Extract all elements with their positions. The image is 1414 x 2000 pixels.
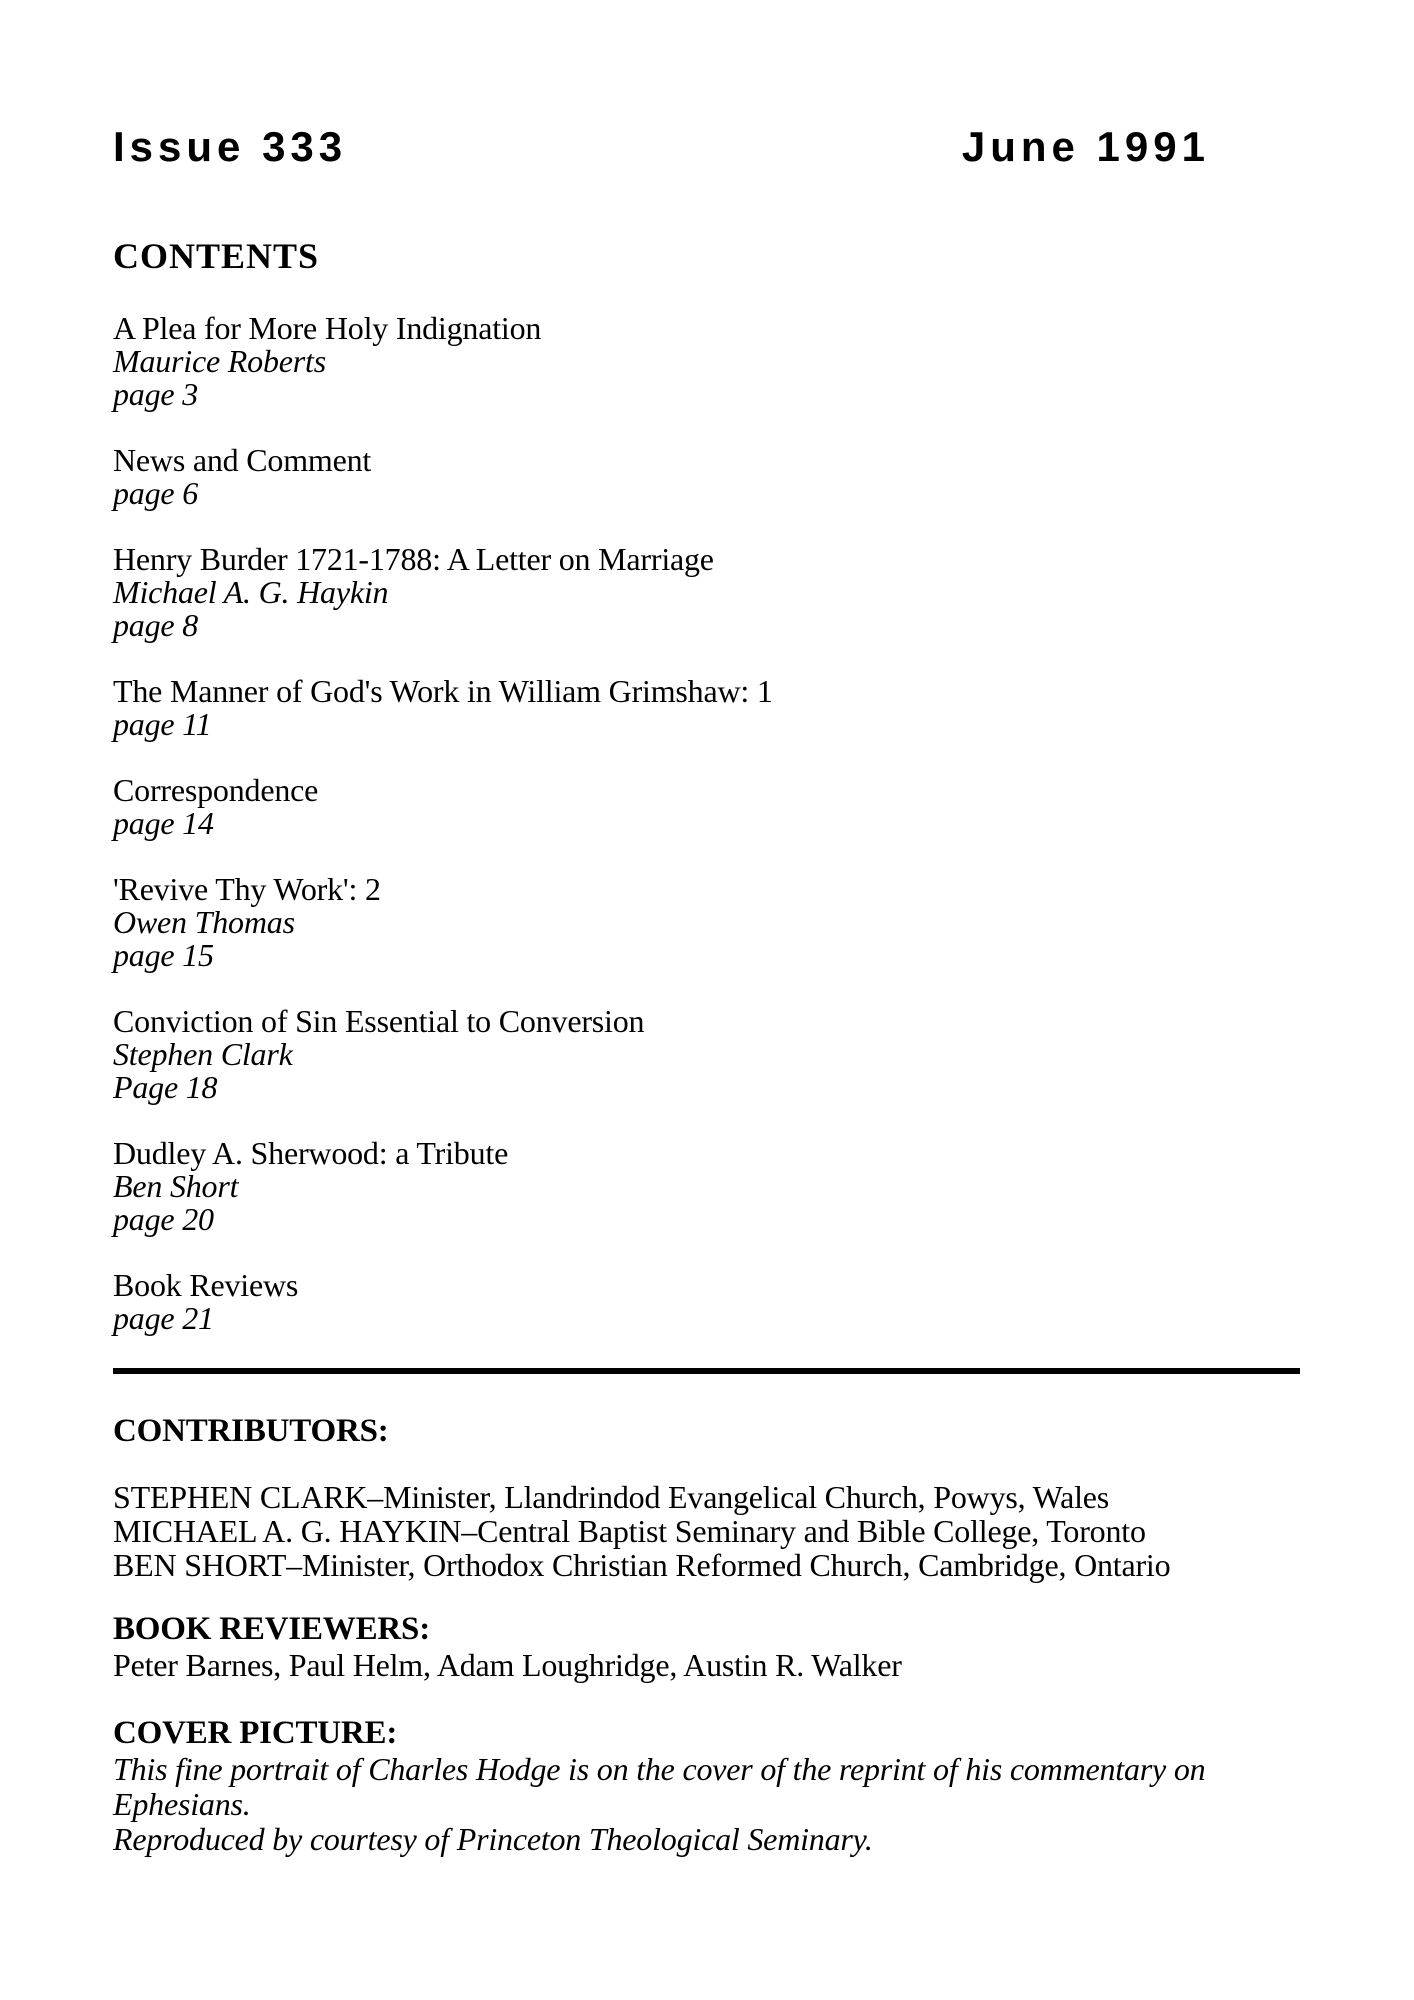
book-reviewers-heading: BOOK REVIEWERS: <box>113 1611 430 1647</box>
toc-item-page: page 3 <box>113 376 199 412</box>
toc-item-title: 'Revive Thy Work': 2 <box>113 871 381 907</box>
toc-item <box>113 312 1300 411</box>
toc-item-title: News and Comment <box>113 442 372 478</box>
toc-item-author: Owen Thomas <box>113 904 295 940</box>
contributors-heading: CONTRIBUTORS: <box>113 1413 389 1449</box>
book-reviewers-names: Peter Barnes, Paul Helm, Adam Loughridge, Austin R. Walker <box>113 1647 902 1683</box>
toc-item-author: Ben Short <box>113 1168 239 1204</box>
toc-item-page: page 21 <box>113 1300 214 1336</box>
toc-item-page: page 8 <box>113 607 199 643</box>
toc-item-title: A Plea for More Holy Indignation <box>113 310 542 346</box>
toc-item-author: Maurice Roberts <box>113 343 326 379</box>
toc-item-page: page 20 <box>113 1201 214 1237</box>
toc-item <box>113 774 1300 840</box>
divider-rule <box>113 1368 1300 1374</box>
toc-item-author: Michael A. G. Haykin <box>113 574 389 610</box>
table-of-contents <box>113 312 1300 1335</box>
toc-item-page: page 14 <box>113 805 214 841</box>
cover-picture-line: This fine portrait of Charles Hodge is on the cover of the reprint of his commentary on Ephesians. <box>113 1751 1206 1822</box>
contributor-entry: MICHAEL A. G. HAYKIN–Central Baptist Seminary and Bible College, Toronto <box>113 1513 1146 1549</box>
cover-picture-line: Reproduced by courtesy of Princeton Theological Seminary. <box>113 1821 873 1857</box>
issue-number: Issue 333 <box>113 123 348 170</box>
contributor-entry: BEN SHORT–Minister, Orthodox Christian Reformed Church, Cambridge, Ontario <box>113 1547 1171 1583</box>
toc-item-title: Henry Burder 1721-1788: A Letter on Marriage <box>113 541 714 577</box>
toc-item-author: Stephen Clark <box>113 1036 293 1072</box>
toc-item-title: Correspondence <box>113 772 319 808</box>
toc-item-page: page 11 <box>113 706 212 742</box>
issue-date: June 1991 <box>961 123 1210 170</box>
masthead <box>113 123 1210 170</box>
toc-item-title: Dudley A. Sherwood: a Tribute <box>113 1135 509 1171</box>
toc-item <box>113 1137 1300 1236</box>
toc-item-page: page 15 <box>113 937 214 973</box>
toc-item <box>113 444 1300 510</box>
toc-item <box>113 543 1300 642</box>
toc-item <box>113 1269 1300 1335</box>
contributors-list <box>113 1480 1300 1582</box>
toc-item <box>113 675 1300 741</box>
toc-item-page: Page 18 <box>113 1069 218 1105</box>
toc-item-title: The Manner of God's Work in William Grimshaw: 1 <box>113 673 773 709</box>
toc-item-title: Book Reviews <box>113 1267 299 1303</box>
toc-item-title: Conviction of Sin Essential to Conversion <box>113 1003 645 1039</box>
toc-item-page: page 6 <box>113 475 199 511</box>
contributor-entry: STEPHEN CLARK–Minister, Llandrindod Evangelical Church, Powys, Wales <box>113 1479 1110 1515</box>
toc-item <box>113 873 1300 972</box>
cover-picture-heading: COVER PICTURE: <box>113 1715 398 1751</box>
contents-heading: CONTENTS <box>113 236 320 276</box>
cover-picture-text <box>113 1752 1300 1857</box>
toc-item <box>113 1005 1300 1104</box>
